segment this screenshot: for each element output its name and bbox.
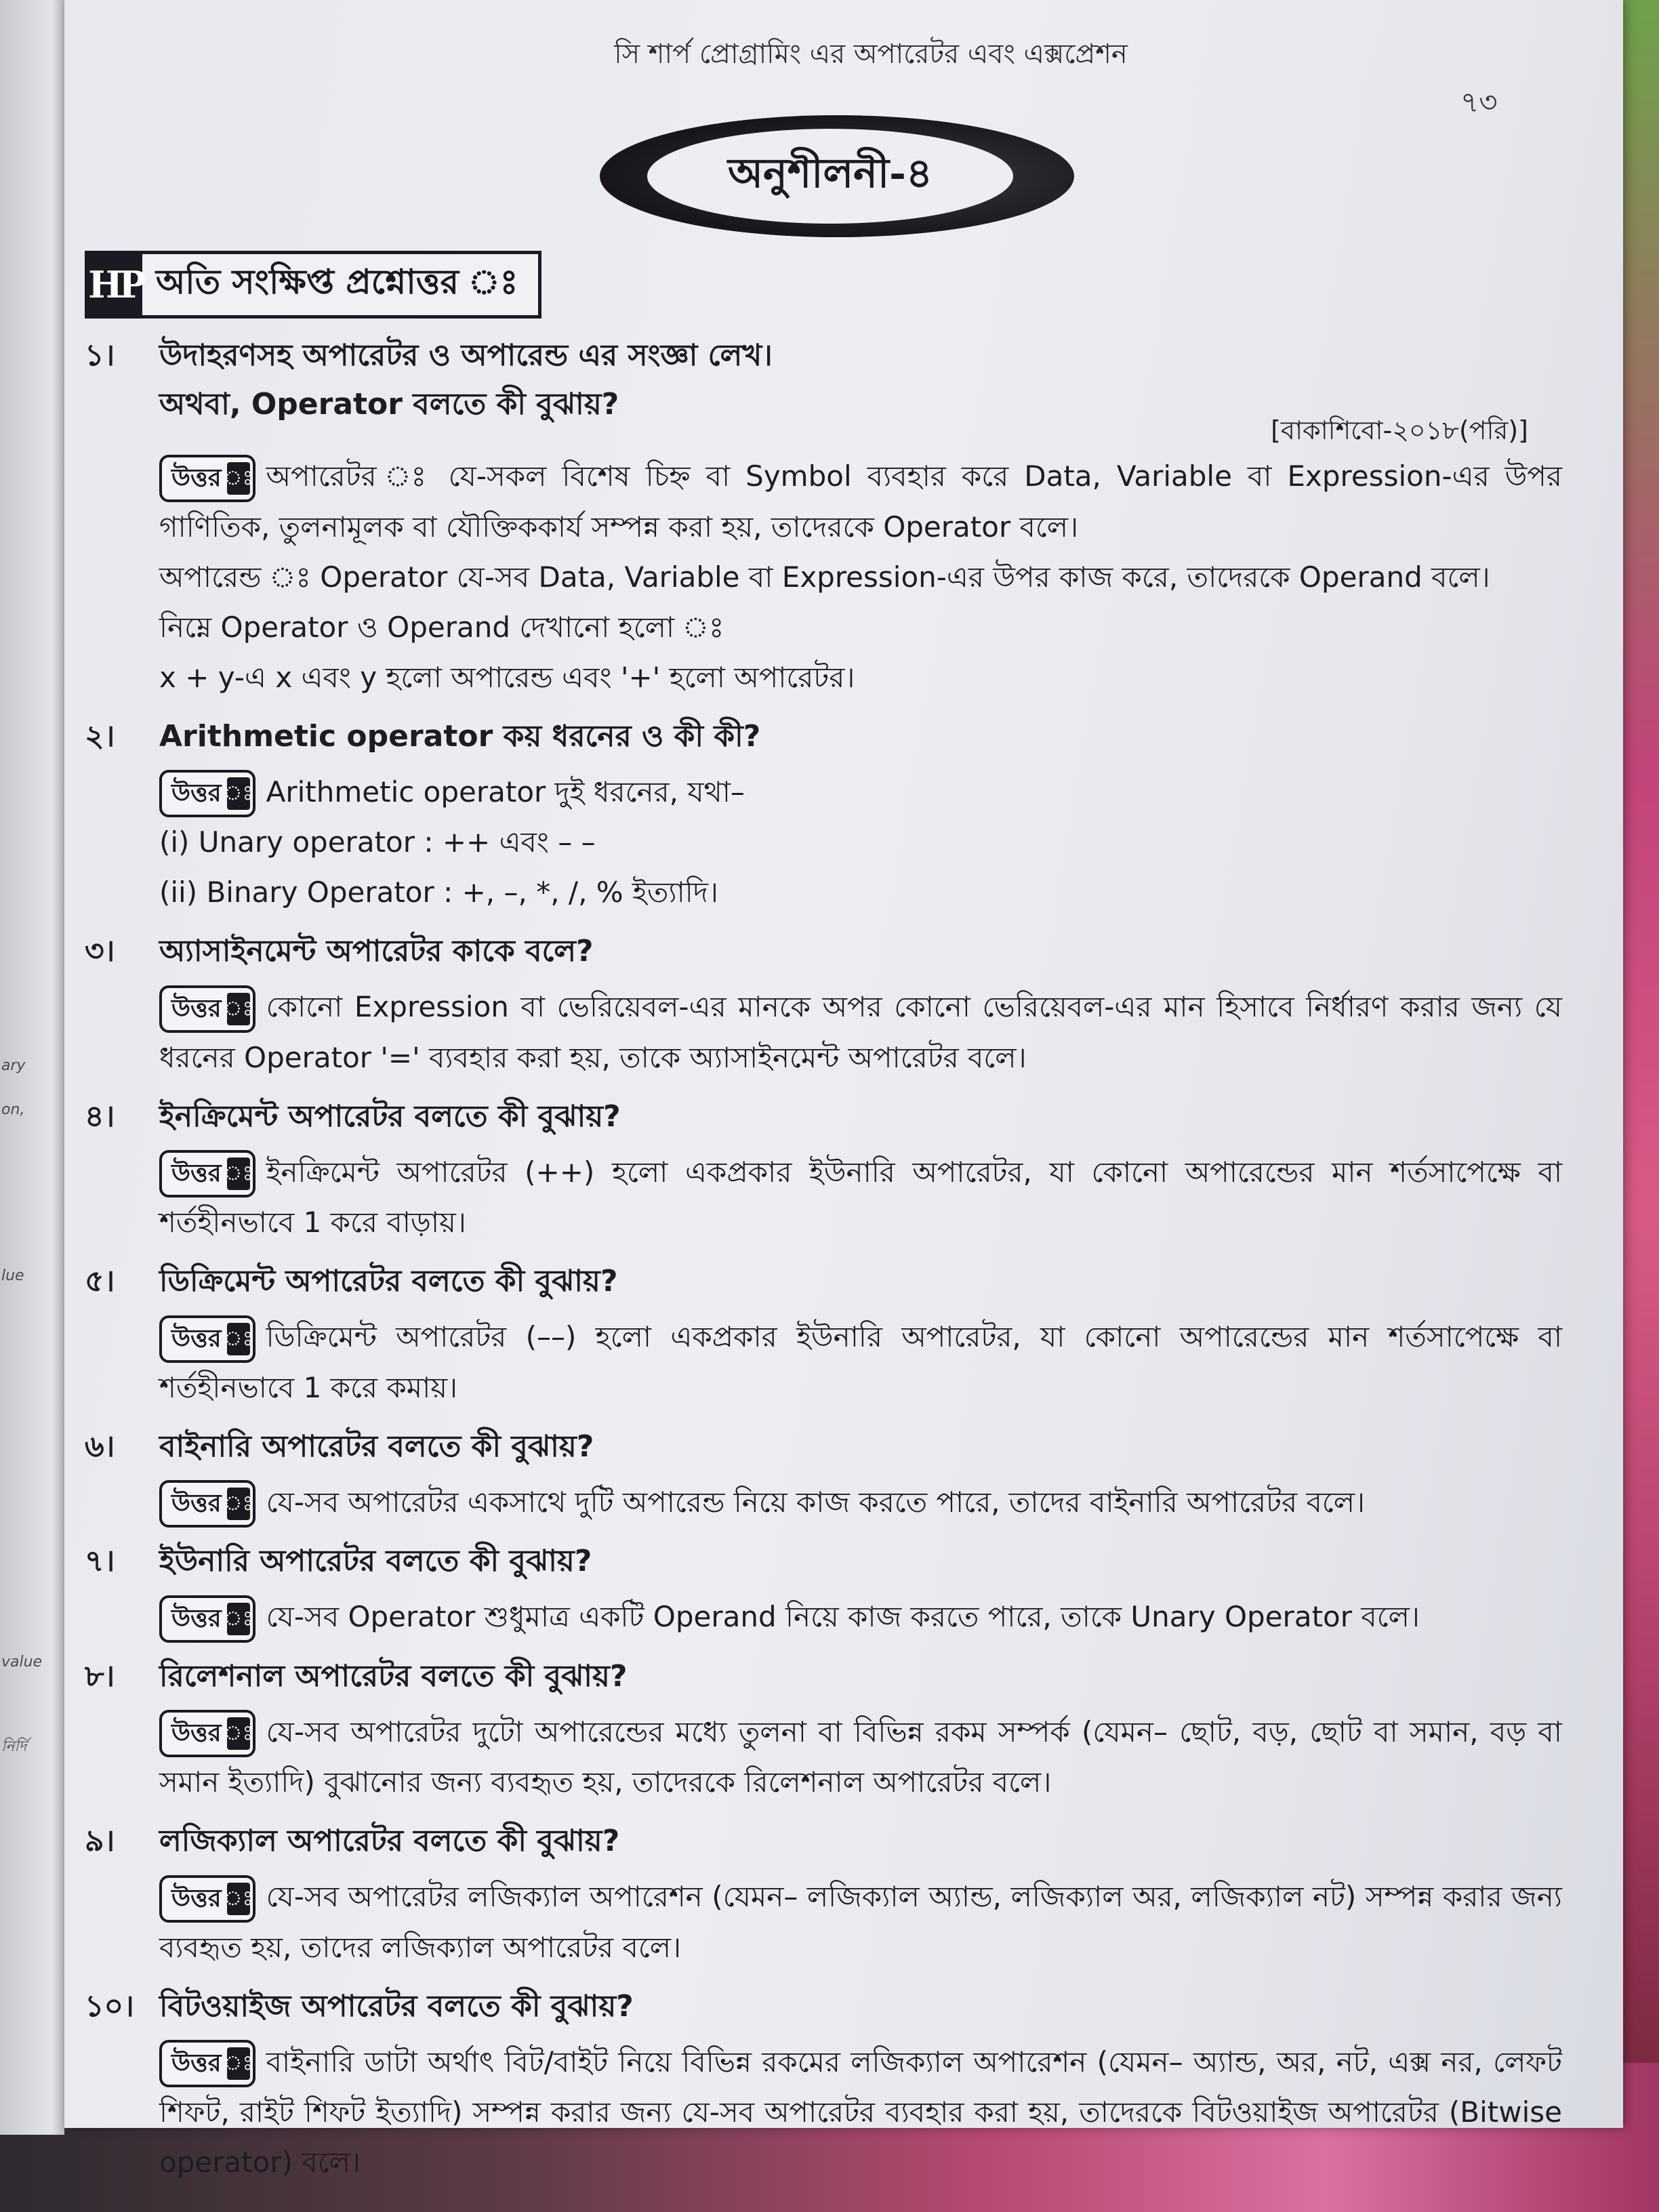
question-item bbox=[78, 333, 1589, 703]
question-number: ৫। bbox=[85, 1264, 115, 1298]
answer-text: Arithmetic operator দুই ধরনের, যথা– bbox=[266, 775, 745, 808]
answer-badge bbox=[159, 1595, 255, 1643]
question-text: উদাহরণসহ অপারেটর ও অপারেন্ড এর সংজ্ঞা লেখ। bbox=[159, 338, 773, 373]
question-text: Arithmetic operator কয় ধরনের ও কী কী? bbox=[159, 718, 761, 754]
answer bbox=[159, 982, 1562, 1083]
question-text: লজিক্যাল অপারেটর বলতে কী বুঝায়? bbox=[159, 1824, 620, 1858]
answer-label: উত্তর bbox=[171, 2049, 222, 2077]
exercise-title: অনুশীলনী-৪ bbox=[647, 129, 1013, 224]
question-number: ৭। bbox=[85, 1544, 115, 1578]
question-text: অ্যাসাইনমেন্ট অপারেটর কাকে বলে? bbox=[159, 934, 594, 968]
answer-label: উত্তর bbox=[171, 779, 222, 807]
question-number: ১। bbox=[85, 338, 115, 373]
section-heading bbox=[85, 251, 541, 319]
answer-text: যে-সব অপারেটর দুটো অপারেন্ডের মধ্যে তুলনা বা বিভিন্ন রকম সম্পর্ক (যেমন– ছোট, বড়, ছোট বা সমান, বড় বা সমান ইত্যাদি) বুঝানোর জন্য ব্যবহৃত হয়, তাদেরকে রিলেশনাল অপারেটর বলে। bbox=[159, 1715, 1562, 1799]
answer-badge-icon: ঃ bbox=[227, 1488, 250, 1520]
answer-badge bbox=[159, 1480, 255, 1528]
answer-text: কোনো Expression বা ভেরিয়েবল-এর মানকে অপর কোনো ভেরিয়েবল-এর মান হিসাবে নির্ধারণ করার জন্য যে ধরনের Operator '=' ব্যবহার করা হয়, তাকে অ্যাসাইনমেন্ট অপারেটর বলে। bbox=[159, 990, 1562, 1074]
answer-badge-icon: ঃ bbox=[227, 777, 250, 810]
answer-text: ডিক্রিমেন্ট অপারেটর (––) হলো একপ্রকার ইউনারি অপারেটর, যা কোনো অপারেন্ডের মান শর্তসাপেক্ষে বা শর্তহীনভাবে 1 করে কমায়। bbox=[159, 1320, 1562, 1404]
question-list bbox=[78, 322, 1589, 2188]
question-text: বিটওয়াইজ অপারেটর বলতে কী বুঝায়? bbox=[159, 1988, 634, 2024]
answer bbox=[159, 1872, 1562, 1973]
left-page-fragment: on, bbox=[1, 1101, 25, 1118]
answer-label: উত্তর bbox=[171, 994, 222, 1023]
answer-text: বাইনারি ডাটা অর্থাৎ বিট/বাইট নিয়ে বিভিন্ন রকমের লজিক্যাল অপারেশন (যেমন– অ্যান্ড, অর, নট, এক্স নর, লেফট শিফট, রাইট শিফট ইত্যাদি) সম্পন্ন করার জন্য যে-সব অপারেটর ব্যবহার করা হয়, তাদেরকে বিটওয়াইজ অপারেটর (Bitwise operator) বলে। bbox=[159, 2045, 1562, 2179]
answer-badge-icon: ঃ bbox=[227, 1717, 250, 1750]
left-page-fragment: value bbox=[1, 1654, 43, 1671]
answer-text: যে-সব Operator শুধুমাত্র একটি Operand নিয়ে কাজ করতে পারে, তাকে Unary Operator বলে। bbox=[266, 1600, 1420, 1633]
answer bbox=[159, 2037, 1562, 2188]
question-number: ৪। bbox=[85, 1099, 115, 1134]
answer-badge bbox=[159, 2040, 255, 2087]
answer-label: উত্তর bbox=[171, 1884, 222, 1912]
answer-badge bbox=[159, 770, 255, 817]
left-page-fragment: lue bbox=[1, 1267, 24, 1284]
question-item bbox=[78, 1984, 1589, 2188]
answer-badge-icon: ঃ bbox=[227, 1603, 250, 1635]
question-text: ইউনারি অপারেটর বলতে কী বুঝায়? bbox=[159, 1544, 592, 1578]
question-item bbox=[78, 1654, 1589, 1808]
answer-badge bbox=[159, 455, 255, 502]
question-number: ৬। bbox=[85, 1429, 115, 1464]
answer bbox=[159, 1147, 1562, 1248]
answer-badge-icon: ঃ bbox=[227, 2047, 250, 2080]
question-item bbox=[78, 1818, 1589, 1973]
hp-logo-icon: HP bbox=[88, 254, 142, 315]
exercise-title-oval bbox=[600, 115, 1074, 237]
answer-badge-icon: ঃ bbox=[227, 993, 250, 1025]
question-number: ১০। bbox=[85, 1988, 134, 2024]
answer-badge-icon: ঃ bbox=[227, 1323, 250, 1355]
answer bbox=[159, 1312, 1562, 1413]
question-number: ২। bbox=[85, 718, 115, 754]
answer-label: উত্তর bbox=[171, 1604, 222, 1633]
question-item bbox=[78, 1424, 1589, 1528]
answer bbox=[159, 767, 1562, 918]
answer-line: অপারেন্ড ঃ Operator যে-সব Data, Variable বা Expression-এর উপর কাজ করে, তাদেরকে Operand বলে। bbox=[159, 560, 1490, 594]
answer-badge bbox=[159, 1150, 255, 1197]
answer-badge bbox=[159, 1315, 255, 1363]
alternate-question: অথবা, Operator বলতে কী বুঝায়? bbox=[159, 387, 619, 422]
question-item bbox=[78, 714, 1589, 918]
answer-badge bbox=[159, 985, 255, 1033]
question-item bbox=[78, 928, 1589, 1083]
answer-line: (ii) Binary Operator : +, –, *, /, % ইত্যাদি। bbox=[159, 876, 718, 909]
answer-text: যে-সব অপারেটর একসাথে দুটি অপারেন্ড নিয়ে কাজ করতে পারে, তাদের বাইনারি অপারেটর বলে। bbox=[266, 1485, 1366, 1519]
question-text: ডিক্রিমেন্ট অপারেটর বলতে কী বুঝায়? bbox=[159, 1264, 618, 1298]
page-number: ৭৩ bbox=[1460, 85, 1498, 119]
question-item bbox=[78, 1258, 1589, 1413]
answer-text: যে-সব অপারেটর লজিক্যাল অপারেশন (যেমন– লজিক্যাল অ্যান্ড, লজিক্যাল অর, লজিক্যাল নট) সম্পন্ন করার জন্য ব্যবহৃত হয়, তাদের লজিক্যাল অপারেটর বলে। bbox=[159, 1880, 1562, 1964]
answer-label: উত্তর bbox=[171, 1160, 222, 1187]
previous-page-edge bbox=[0, 0, 64, 2135]
question-text: রিলেশনাল অপারেটর বলতে কী বুঝায়? bbox=[159, 1658, 628, 1694]
answer-badge-icon: ঃ bbox=[227, 462, 250, 495]
answer-badge bbox=[159, 1875, 255, 1923]
board-reference: [বাকাশিবো-২০১৮(পরি)] bbox=[1271, 415, 1528, 445]
section-title: অতি সংক্ষিপ্ত প্রশ্নোত্তর ঃ bbox=[156, 261, 518, 302]
question-item bbox=[78, 1538, 1589, 1643]
question-number: ৮। bbox=[85, 1658, 115, 1694]
answer-badge-icon: ঃ bbox=[227, 1158, 250, 1190]
question-number: ৯। bbox=[85, 1824, 115, 1858]
answer-badge-icon: ঃ bbox=[227, 1883, 250, 1915]
answer bbox=[159, 1707, 1562, 1808]
answer-text: ইনক্রিমেন্ট অপারেটর (++) হলো একপ্রকার ইউনারি অপারেটর, যা কোনো অপারেন্ডের মান শর্তসাপেক্ষে বা শর্তহীনভাবে 1 করে বাড়ায়। bbox=[159, 1155, 1562, 1239]
left-page-fragment: ary bbox=[1, 1057, 26, 1074]
answer bbox=[159, 1592, 1562, 1643]
answer-badge bbox=[159, 1710, 255, 1757]
question-text: বাইনারি অপারেটর বলতে কী বুঝায়? bbox=[159, 1429, 594, 1464]
answer-line: নিম্নে Operator ও Operand দেখানো হলো ঃ bbox=[159, 610, 724, 644]
question-number: ৩। bbox=[85, 934, 115, 968]
answer-label: উত্তর bbox=[171, 1490, 222, 1517]
answer-label: উত্তর bbox=[171, 464, 222, 492]
running-header: সি শার্প প্রোগ্রামিং এর অপারেটর এবং এক্সপ্রেশন bbox=[614, 39, 1128, 70]
question-item bbox=[78, 1094, 1589, 1248]
answer bbox=[159, 451, 1562, 703]
question-text: ইনক্রিমেন্ট অপারেটর বলতে কী বুঝায়? bbox=[159, 1099, 621, 1134]
answer-line: x + y-এ x এবং y হলো অপারেন্ড এবং '+' হলো অপারেটর। bbox=[159, 660, 855, 694]
left-page-fragment: নির্দি bbox=[1, 1738, 27, 1755]
book-page bbox=[64, 0, 1623, 2179]
answer-line: (i) Unary operator : ++ এবং – – bbox=[159, 825, 596, 859]
answer-label: উত্তর bbox=[171, 1324, 222, 1353]
answer-label: উত্তর bbox=[171, 1719, 222, 1747]
answer-text: অপারেটর ঃ যে-সকল বিশেষ চিহ্ন বা Symbol ব্যবহার করে Data, Variable বা Expression-এর উপর গাণিতিক, তুলনামূলক বা যৌক্তিককার্য সম্পন্ন করা হয়, তাদেরকে Operator বলে। bbox=[159, 459, 1562, 544]
answer bbox=[159, 1477, 1562, 1528]
